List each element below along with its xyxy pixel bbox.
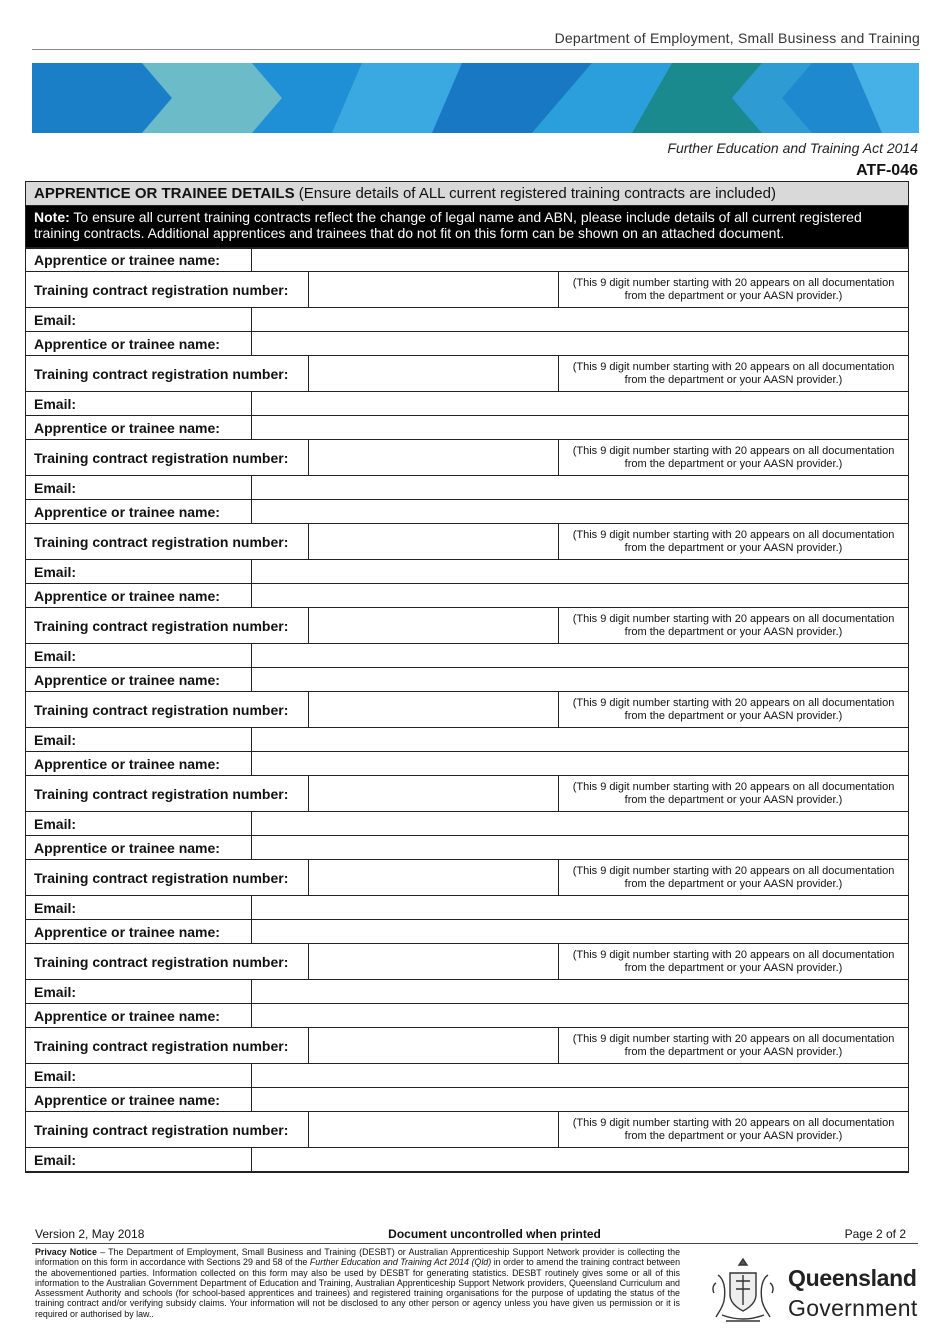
registration-row [26,1111,908,1147]
registration-field[interactable] [309,1112,559,1147]
apprentice-details-form [25,181,909,1173]
registration-field[interactable] [309,524,559,559]
trainee-entry [26,919,908,1003]
name-label: Apprentice or trainee name: [26,500,252,523]
trainee-entry [26,751,908,835]
email-row [26,307,908,331]
footer-divider [32,1243,918,1244]
registration-field[interactable] [309,272,559,307]
name-field[interactable] [252,668,908,691]
email-label: Email: [26,644,252,667]
name-field[interactable] [252,500,908,523]
name-field[interactable] [252,249,908,271]
note-label: Note: [34,209,70,225]
email-row [26,391,908,415]
registration-field[interactable] [309,608,559,643]
privacy-act: Further Education and Training Act 2014 (Qld) [309,1257,492,1268]
registration-row [26,271,908,307]
header-banner [32,63,919,133]
registration-row [26,523,908,559]
note-text: To ensure all current training contracts reflect the change of legal name and ABN, please include details of all current registered training contracts. Additional apprentices and trainees that do not fit on this form can be shown on an attached document. [34,209,862,241]
email-field[interactable] [252,896,908,919]
name-label: Apprentice or trainee name: [26,332,252,355]
name-field[interactable] [252,920,908,943]
registration-row [26,439,908,475]
registration-hint: (This 9 digit number starting with 20 appears on all documentation from the department or your AASN provider.) [572,1032,895,1058]
email-label: Email: [26,1148,252,1171]
name-label: Apprentice or trainee name: [26,920,252,943]
email-field[interactable] [252,728,908,751]
registration-row [26,1027,908,1063]
email-label: Email: [26,812,252,835]
name-field[interactable] [252,1088,908,1111]
email-field[interactable] [252,812,908,835]
department-name: Department of Employment, Small Business and Training [554,30,920,46]
email-label: Email: [26,896,252,919]
registration-label: Training contract registration number: [26,1028,309,1063]
name-label: Apprentice or trainee name: [26,836,252,859]
trainee-entry [26,331,908,415]
name-row [26,751,908,775]
privacy-notice [35,1247,680,1319]
email-row [26,811,908,835]
trainee-entry [26,835,908,919]
section-heading [26,182,908,206]
name-label: Apprentice or trainee name: [26,416,252,439]
email-label: Email: [26,392,252,415]
page-number: Page 2 of 2 [844,1227,906,1241]
email-label: Email: [26,476,252,499]
registration-field[interactable] [309,776,559,811]
email-label: Email: [26,1064,252,1087]
name-row [26,247,908,271]
registration-label: Training contract registration number: [26,440,309,475]
email-field[interactable] [252,1064,908,1087]
registration-hint: (This 9 digit number starting with 20 appears on all documentation from the department or your AASN provider.) [572,696,895,722]
name-row [26,415,908,439]
privacy-text-1: – The Department of Employment, Small Business and Training (DESBT) or Australian Apprenticeship Support Network provider is collecting the information on this form in accordance with Sections 29 and 58 of the [35,1247,681,1268]
name-field[interactable] [252,332,908,355]
name-row [26,499,908,523]
trainee-entry [26,499,908,583]
registration-label: Training contract registration number: [26,776,309,811]
email-field[interactable] [252,560,908,583]
registration-label: Training contract registration number: [26,524,309,559]
name-row [26,331,908,355]
privacy-label: Privacy Notice [35,1247,97,1257]
email-row [26,1147,908,1171]
registration-hint: (This 9 digit number starting with 20 appears on all documentation from the department or your AASN provider.) [572,360,895,386]
email-row [26,643,908,667]
registration-hint: (This 9 digit number starting with 20 appears on all documentation from the department or your AASN provider.) [572,780,895,806]
email-field[interactable] [252,476,908,499]
registration-field[interactable] [309,692,559,727]
registration-label: Training contract registration number: [26,272,309,307]
email-row [26,727,908,751]
email-field[interactable] [252,980,908,1003]
email-row [26,979,908,1003]
registration-label: Training contract registration number: [26,692,309,727]
email-label: Email: [26,308,252,331]
section-subtitle: (Ensure details of ALL current registered training contracts are included) [298,185,776,202]
section-title: APPRENTICE OR TRAINEE DETAILS [34,185,295,202]
registration-row [26,859,908,895]
email-row [26,559,908,583]
name-field[interactable] [252,836,908,859]
name-row [26,583,908,607]
registration-hint: (This 9 digit number starting with 20 appears on all documentation from the department or your AASN provider.) [572,444,895,470]
name-label: Apprentice or trainee name: [26,1088,252,1111]
email-label: Email: [26,980,252,1003]
entries-list [26,247,908,1171]
registration-field[interactable] [309,356,559,391]
name-field[interactable] [252,1004,908,1027]
registration-field[interactable] [309,1028,559,1063]
trainee-entry [26,415,908,499]
name-field[interactable] [252,752,908,775]
name-row [26,835,908,859]
header-divider [32,49,920,50]
registration-label: Training contract registration number: [26,944,309,979]
registration-row [26,775,908,811]
logo-government: Government [788,1295,918,1321]
registration-hint: (This 9 digit number starting with 20 appears on all documentation from the department or your AASN provider.) [572,528,895,554]
name-label: Apprentice or trainee name: [26,752,252,775]
registration-hint: (This 9 digit number starting with 20 appears on all documentation from the department or your AASN provider.) [572,948,895,974]
version-text: Version 2, May 2018 [35,1227,145,1241]
email-label: Email: [26,560,252,583]
trainee-entry [26,247,908,331]
email-field[interactable] [252,1148,908,1171]
name-field[interactable] [252,416,908,439]
registration-row [26,691,908,727]
email-field[interactable] [252,308,908,331]
registration-row [26,943,908,979]
registration-hint: (This 9 digit number starting with 20 appears on all documentation from the department or your AASN provider.) [572,1116,895,1142]
act-title: Further Education and Training Act 2014 [667,140,918,156]
note-box [26,206,908,247]
name-label: Apprentice or trainee name: [26,668,252,691]
registration-hint: (This 9 digit number starting with 20 appears on all documentation from the department or your AASN provider.) [572,276,895,302]
coat-of-arms-icon [708,1255,778,1327]
trainee-entry [26,1003,908,1087]
form-number: ATF-046 [856,162,918,179]
email-row [26,1063,908,1087]
trainee-entry [26,1087,908,1171]
registration-label: Training contract registration number: [26,356,309,391]
privacy-text-2: in order to amend the training contract between the abovementioned parties. Information collected on this form may also be used by DESBT for generating statistics. DESBT routinely gives some or all of this information to the Australian Government Department of Education and Training, Australian Apprenticeship Support Network providers, Queensland Curriculum and Assessment Authority and schools (for school-based apprentices and trainees) and registered training organisations for the purpose of updating the status of the training contract and/or verifying subsidy claims. Your information will not be disclosed to any other person or agency unless you have given us permission or it is required or authorised by law.. [35,1257,680,1319]
logo-queensland: Queensland [788,1265,917,1291]
name-label: Apprentice or trainee name: [26,249,252,271]
registration-row [26,355,908,391]
email-row [26,475,908,499]
registration-row [26,607,908,643]
queensland-government-logo [708,1255,923,1327]
name-row [26,919,908,943]
trainee-entry [26,583,908,667]
registration-label: Training contract registration number: [26,1112,309,1147]
registration-label: Training contract registration number: [26,608,309,643]
registration-field[interactable] [309,860,559,895]
name-field[interactable] [252,584,908,607]
name-row [26,667,908,691]
uncontrolled-notice: Document uncontrolled when printed [388,1227,601,1241]
page-footer [35,1227,906,1241]
registration-label: Training contract registration number: [26,860,309,895]
email-label: Email: [26,728,252,751]
registration-hint: (This 9 digit number starting with 20 appears on all documentation from the department or your AASN provider.) [572,864,895,890]
email-field[interactable] [252,392,908,415]
name-row [26,1003,908,1027]
registration-field[interactable] [309,440,559,475]
name-label: Apprentice or trainee name: [26,1004,252,1027]
registration-field[interactable] [309,944,559,979]
registration-hint: (This 9 digit number starting with 20 appears on all documentation from the department or your AASN provider.) [572,612,895,638]
trainee-entry [26,667,908,751]
email-field[interactable] [252,644,908,667]
name-label: Apprentice or trainee name: [26,584,252,607]
email-row [26,895,908,919]
name-row [26,1087,908,1111]
